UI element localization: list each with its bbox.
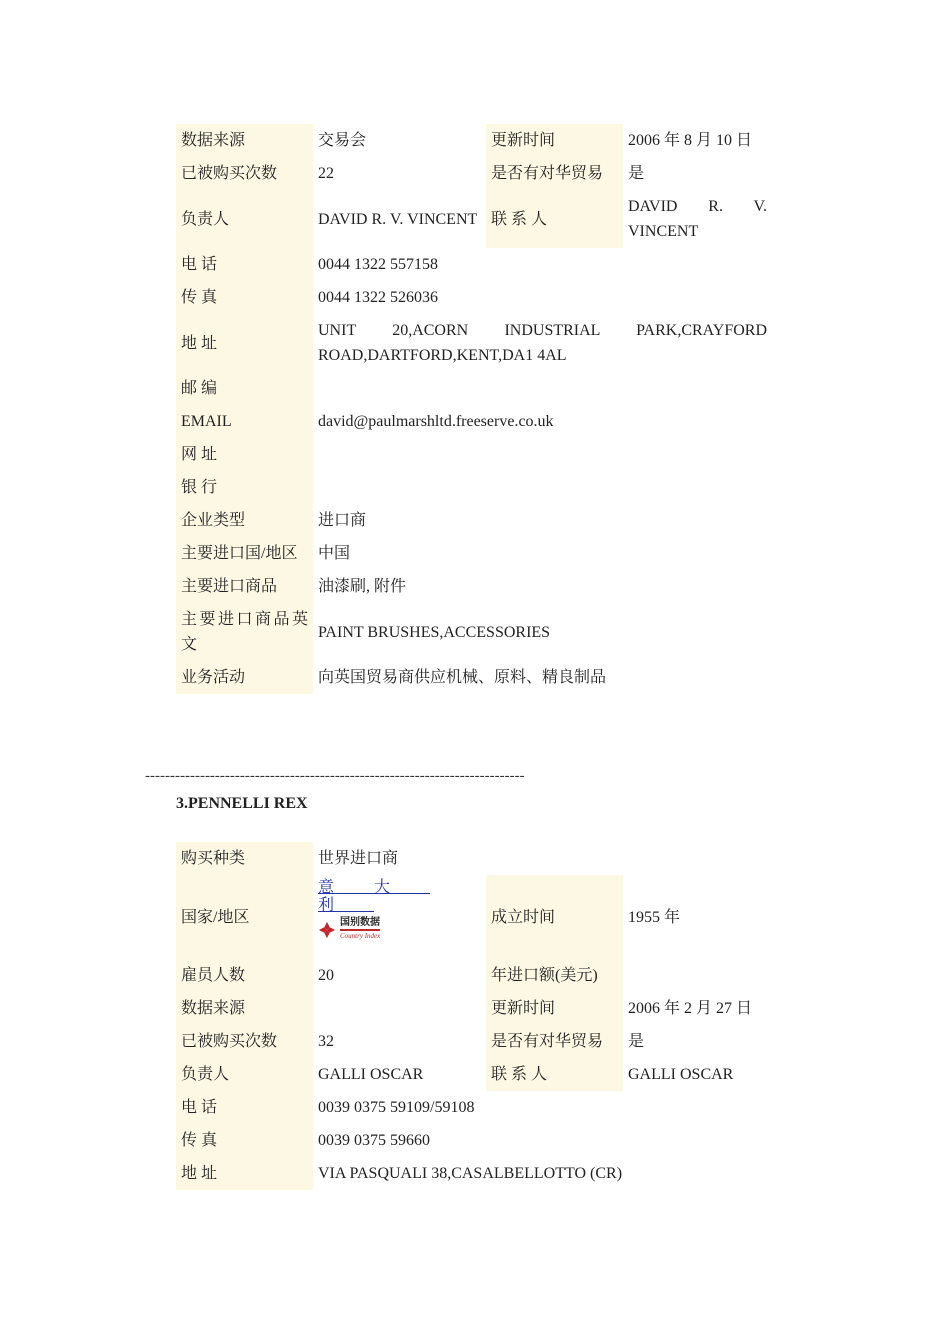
field-label: 更新时间	[486, 124, 623, 157]
company-number: 3	[176, 795, 184, 812]
table-row	[176, 661, 772, 694]
table-row	[176, 124, 772, 157]
logo-subtext: Country Index	[340, 932, 381, 940]
field-label: 传 真	[176, 281, 313, 314]
email-value: david@paulmarshltd.freeserve.co.uk	[318, 413, 554, 430]
field-label: EMAIL	[176, 405, 313, 438]
field-label: 地 址	[176, 1157, 313, 1190]
company-table-1	[176, 124, 772, 694]
field-value: 进口商	[318, 512, 367, 529]
logo-text: 国别数据	[340, 918, 380, 931]
field-value	[313, 438, 772, 471]
country-data-logo	[318, 918, 481, 941]
field-value: 油漆刷, 附件	[318, 578, 407, 595]
field-label: 成立时间	[486, 875, 623, 959]
table-row	[176, 537, 772, 570]
field-value: PAINT BRUSHES,ACCESSORIES	[318, 623, 551, 641]
field-value: DAVID R. V. VINCENT	[318, 210, 478, 228]
country-cell	[313, 875, 486, 959]
field-label: 银 行	[176, 471, 313, 504]
field-value: 20	[318, 967, 334, 984]
field-label: 年进口额(美元)	[486, 959, 623, 992]
table-row	[176, 570, 772, 603]
table-row	[176, 281, 772, 314]
field-value: 1955 年	[628, 908, 681, 926]
field-label: 雇员人数	[176, 959, 313, 992]
field-label: 传 真	[176, 1124, 313, 1157]
field-label: 地 址	[176, 314, 313, 372]
table-row	[176, 471, 772, 504]
table-row	[176, 1058, 772, 1091]
table-row	[176, 314, 772, 372]
field-value: 中国	[318, 545, 351, 562]
table-row	[176, 438, 772, 471]
field-value: 32	[318, 1033, 334, 1050]
company-heading	[176, 795, 308, 813]
table-row	[176, 1124, 772, 1157]
table-row	[176, 959, 772, 992]
field-value: VIA PASQUALI 38,CASALBELLOTTO (CR)	[318, 1165, 623, 1182]
table-row	[176, 157, 772, 190]
country-link[interactable]: 意大利	[318, 879, 431, 914]
field-value: 22	[318, 165, 334, 182]
field-value	[313, 992, 486, 1025]
field-value: 是	[628, 1033, 645, 1050]
field-value: DAVID R. V. VINCENT	[628, 198, 767, 240]
field-label: 已被购买次数	[176, 157, 313, 190]
table-row	[176, 603, 772, 661]
field-value	[623, 959, 772, 992]
table-row	[176, 248, 772, 281]
table-row	[176, 1025, 772, 1058]
field-value: 0044 1322 557158	[318, 256, 438, 273]
field-label: 企业类型	[176, 504, 313, 537]
field-label: 已被购买次数	[176, 1025, 313, 1058]
field-label: 更新时间	[486, 992, 623, 1025]
table-row	[176, 504, 772, 537]
field-value: 交易会	[318, 132, 367, 149]
field-value: GALLI OSCAR	[318, 1066, 424, 1083]
field-value: 0044 1322 526036	[318, 289, 438, 306]
table-row	[176, 372, 772, 405]
field-value: 0039 0375 59660	[318, 1132, 430, 1149]
company-table-2	[176, 842, 772, 1190]
company-name: .PENNELLI REX	[184, 795, 308, 812]
field-value	[313, 372, 772, 405]
field-label: 负责人	[176, 1058, 313, 1091]
field-label: 主要进口商品	[176, 570, 313, 603]
field-label: 是否有对华贸易	[486, 157, 623, 190]
field-label: 购买种类	[176, 842, 313, 875]
field-label: 数据来源	[176, 992, 313, 1025]
field-label: 业务活动	[176, 661, 313, 694]
table-row	[176, 1157, 772, 1190]
table-row	[176, 1091, 772, 1124]
field-label: 负责人	[176, 190, 313, 248]
field-label: 电 话	[176, 1091, 313, 1124]
field-label: 联 系 人	[486, 1058, 623, 1091]
field-value: 2006 年 8 月 10 日	[628, 132, 753, 149]
field-label: 联 系 人	[486, 190, 623, 248]
table-row	[176, 405, 772, 438]
table-row	[176, 875, 772, 959]
field-label: 是否有对华贸易	[486, 1025, 623, 1058]
field-value: 0039 0375 59109/59108	[318, 1099, 475, 1116]
field-value: 2006 年 2 月 27 日	[628, 1000, 753, 1017]
field-label: 电 话	[176, 248, 313, 281]
field-value	[313, 471, 772, 504]
field-value: UNIT 20,ACORN INDUSTRIAL PARK,CRAYFORD ROAD,DARTFORD,KENT,DA1 4AL	[318, 322, 767, 364]
field-value: 向英国贸易商供应机械、原料、精良制品	[318, 669, 607, 686]
separator-line: ----------------------------------------------------------------------------	[145, 768, 525, 784]
field-value: GALLI OSCAR	[628, 1066, 734, 1083]
field-label: 数据来源	[176, 124, 313, 157]
table-row	[176, 992, 772, 1025]
field-label: 网 址	[176, 438, 313, 471]
field-value: 是	[628, 165, 645, 182]
field-label: 主要进口商品英文	[176, 603, 313, 661]
table-row	[176, 842, 772, 875]
field-label: 主要进口国/地区	[176, 537, 313, 570]
logo-icon	[318, 921, 336, 939]
field-label: 邮 编	[176, 372, 313, 405]
table-row	[176, 190, 772, 248]
field-label: 国家/地区	[176, 875, 313, 959]
field-value: 世界进口商	[318, 850, 399, 867]
